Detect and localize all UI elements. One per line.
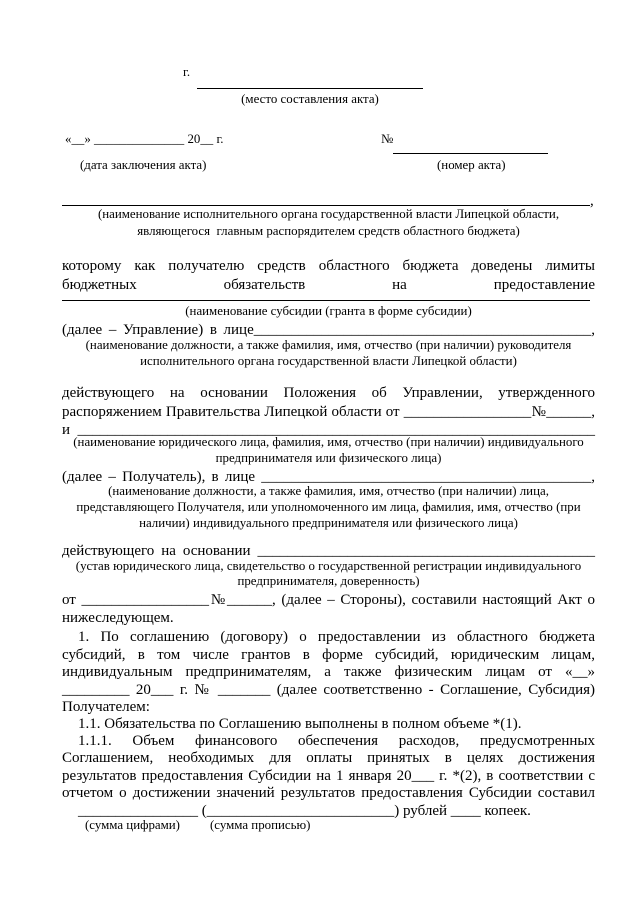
number-caption: (номер акта) [437,158,506,172]
authority-caption-line-2: являющегося главным распорядителем средств областного бюджета) [137,224,520,238]
subsidy-caption: (наименование субсидии (гранта в форме субсидии) [185,304,472,318]
place-caption: (место составления акта) [241,92,379,106]
recipient-basis-line: действующего на основании _____________________________________________ [62,543,595,559]
section-1-line-3: индивидуальным предпринимателям, а также физическим лицам от «__» [62,664,595,680]
management-caption-line-1: (наименование должности, а также фамилия, имя, отчество (при наличии) руководителя [85,338,572,352]
representative-caption-line-1: (наименование должности, а также фамилия, имя, отчество (при наличии) лица, [108,484,549,498]
authority-comma: , [590,193,594,209]
section-1-line-4: _________ 20___ г. № _______ (далее соответственно - Соглашение, Субсидия) [62,682,595,698]
recipient-caption-line-2: предпринимателя или физического лица) [215,451,442,465]
place-underline [197,88,423,89]
section-1-line-2: субсидий, в том числе грантов в форме субсидий, юридическим лицам, [62,647,595,663]
amount-words-caption: (сумма прописью) [210,818,311,832]
item-1-1: 1.1. Обязательства по Соглашению выполнены в полном объеме *(1). [78,716,522,732]
act-number-underline [393,153,548,154]
intro-line-2: бюджетных обязательств на предоставление [62,277,595,293]
basis-line-2: распоряжением Правительства Липецкой области от _________________№______, [62,404,595,420]
act-number-prefix: № [381,132,394,146]
representative-caption-line-3: наличии) индивидуального предпринимателя или физического лица) [139,516,518,530]
item-1-1-1-line-4: отчетом о достижении значений результатов предоставления Субсидии составил [62,785,595,801]
recipient-representative-line: (далее – Получатель), в лице ____________________________________________, [62,469,595,485]
recipient-name-line: и _____________________________________________________________________ [62,422,595,438]
recipient-basis-caption-line-1: (устав юридического лица, свидетельство о государственной регистрации индивидуального [75,559,582,573]
place-prefix: г. [183,65,191,79]
basis-line-1: действующего на основании Положения об Управлении, утвержденного [62,385,595,401]
act-date-field: «__» ______________ 20__ г. [65,132,224,146]
recipient-caption-line-1: (наименование юридического лица, фамилия, имя, отчество (при наличии) индивидуального [73,435,584,449]
section-1-line-5: Получателем: [62,699,150,715]
authority-caption-line-1: (наименование исполнительного органа государственной власти Липецкой области, [97,207,560,221]
item-1-1-1-line-1: 1.1.1. Объем финансового обеспечения расходов, предусмотренных [78,733,595,749]
subsidy-underline [62,300,590,301]
item-1-1-1-line-3: результатов предоставления Субсидии на 1 января 20___ г. *(2), в соответствии с [62,768,595,784]
parties-line-1: от _________________№______, (далее – Стороны), составили настоящий Акт о [62,592,595,608]
representative-caption-line-2: представляющего Получателя, или уполномоченного им лица, фамилия, имя, отчество (при [76,500,581,514]
section-1-line-1: 1. По соглашению (договору) о предоставлении из областного бюджета [78,629,595,645]
management-caption-line-2: исполнительного органа государственной власти Липецкой области) [140,354,517,368]
item-1-1-1-line-2: Соглашением, необходимых для оплаты принятых в целях достижения [62,750,595,766]
intro-line-1: которому как получателю средств областного бюджета доведены лимиты [62,258,595,274]
amount-digits-caption: (сумма цифрами) [85,818,180,832]
authority-underline [62,205,590,206]
amount-line: ________________ (_________________________) рублей ____ копеек. [78,803,531,819]
date-caption: (дата заключения акта) [80,158,207,172]
management-line: (далее – Управление) в лице_____________________________________________, [62,322,595,338]
recipient-basis-caption-line-2: предпринимателя, доверенность) [237,574,420,588]
parties-line-2: нижеследующем. [62,610,174,626]
